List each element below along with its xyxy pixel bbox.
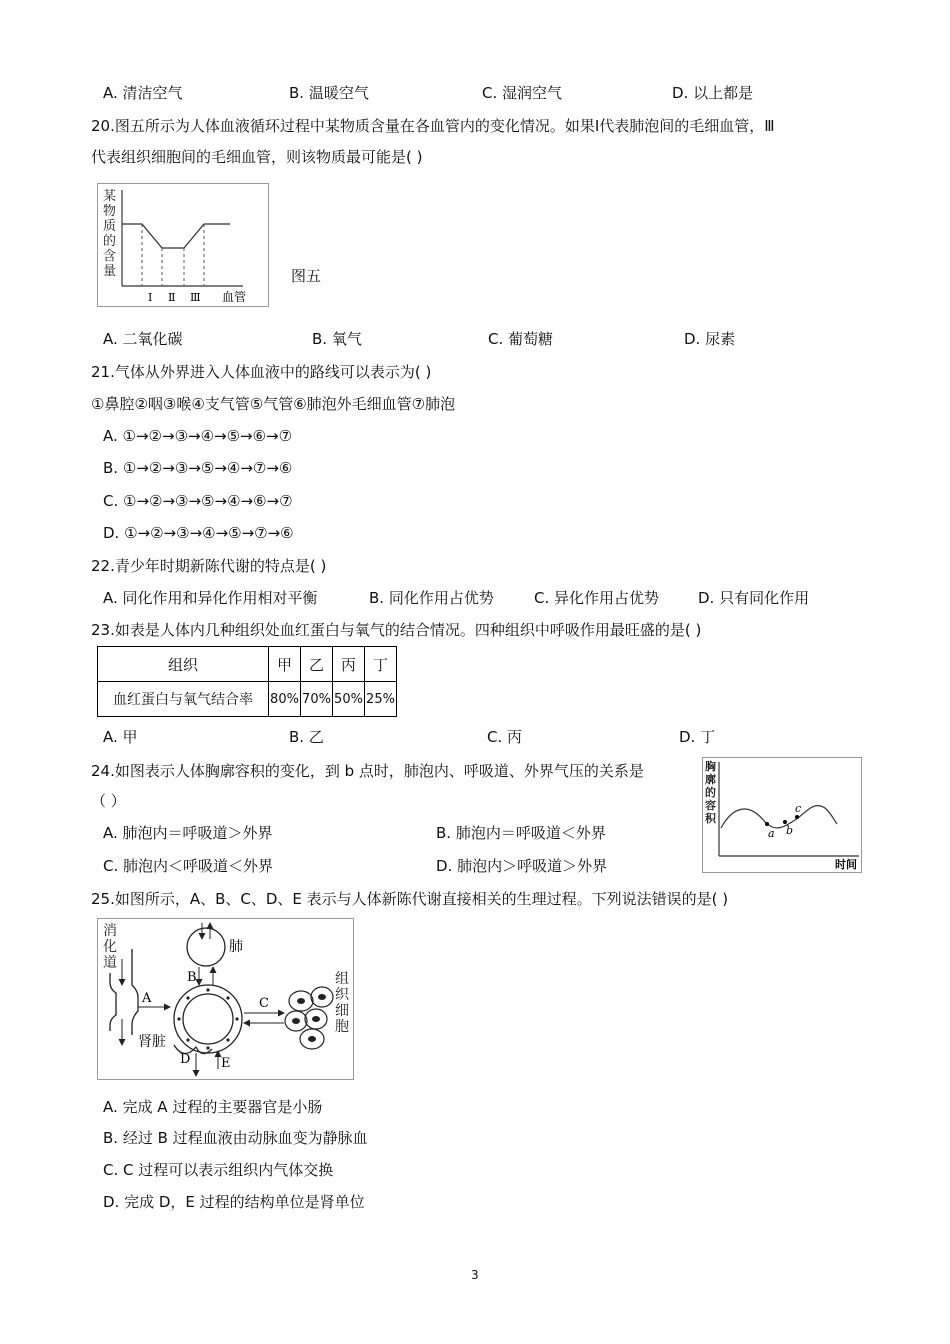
q23-option-b: B. 乙	[289, 728, 324, 746]
q25-letter-e: E	[221, 1056, 231, 1071]
q19-option-d: D. 以上都是	[672, 84, 754, 102]
q23-option-d: D. 丁	[679, 728, 716, 746]
q22-option-a: A. 同化作用和异化作用相对平衡	[103, 589, 318, 607]
q25-option-d: D. 完成 D，E 过程的结构单位是肾单位	[103, 1193, 365, 1211]
q23-header-tissue: 组织	[98, 647, 269, 682]
q19-option-a: A. 清洁空气	[103, 84, 183, 102]
q20-tick-2: Ⅱ	[168, 291, 176, 304]
q24-option-a: A. 肺泡内＝呼吸道＞外界	[103, 824, 273, 842]
q25-figure	[97, 918, 354, 1080]
q24-point-a	[765, 822, 769, 826]
q23-cell-jia: 80%	[269, 682, 301, 717]
q21-option-a: A. ①→②→③→④→⑤→⑥→⑦	[103, 427, 293, 445]
q23-table-row	[98, 682, 397, 717]
q24-option-c: C. 肺泡内＜呼吸道＜外界	[103, 857, 274, 875]
q23-cell-ding: 25%	[365, 682, 397, 717]
q21-option-c: C. ①→②→③→⑤→④→⑥→⑦	[103, 492, 293, 510]
q25-tissue-nuclei	[292, 994, 326, 1042]
q25-vessel-ring-outer	[174, 985, 242, 1053]
q24-xlabel: 时间	[835, 858, 857, 871]
q24-label-c: c	[795, 802, 802, 815]
q23-row-label: 血红蛋白与氧气结合率	[98, 682, 269, 717]
q25-letter-c: C	[259, 996, 269, 1011]
q25-option-b: B. 经过 B 过程血液由动脉血变为静脉血	[103, 1129, 368, 1147]
q19-option-c: C. 湿润空气	[482, 84, 563, 102]
page-number: 3	[471, 1268, 479, 1282]
q23-header-ding: 丁	[365, 647, 397, 682]
q24-label-a: a	[768, 827, 775, 840]
q23-table	[97, 646, 397, 717]
q25-option-c: C. C 过程可以表示组织内气体交换	[103, 1161, 334, 1179]
q23-option-c: C. 丙	[487, 728, 523, 746]
q20-stem-line2: 代表组织细胞间的毛细血管，则该物质最可能是( )	[91, 148, 423, 166]
q20-graph	[98, 184, 268, 306]
q25-letter-b: B	[187, 970, 197, 985]
q20-ylabel: 某物质 的含量	[103, 189, 117, 279]
q20-figure	[97, 183, 269, 307]
q25-letter-d: D	[180, 1052, 191, 1067]
q21-sequence: ①鼻腔②咽③喉④支气管⑤气管⑥肺泡外毛细血管⑦肺泡	[91, 395, 456, 413]
q24-option-b: B. 肺泡内＝呼吸道＜外界	[436, 824, 606, 842]
q22-option-d: D. 只有同化作用	[698, 589, 810, 607]
q23-header-yi: 乙	[301, 647, 333, 682]
q21-option-b: B. ①→②→③→⑤→④→⑦→⑥	[103, 459, 293, 477]
q23-header-bing: 丙	[333, 647, 365, 682]
q25-diagram	[98, 919, 353, 1079]
q25-lung	[187, 928, 225, 966]
q25-vessel-ring-inner	[183, 994, 233, 1044]
q20-stem-line1: 20.图五所示为人体血液循环过程中某物质含量在各血管内的变化情况。如果Ⅰ代表肺泡间的毛细血管，Ⅲ	[91, 117, 775, 135]
q24-stem-line2: （ ）	[91, 792, 126, 810]
q23-cell-yi: 70%	[301, 682, 333, 717]
q25-stem: 25.如图所示，A、B、C、D、E 表示与人体新陈代谢直接相关的生理过程。下列说法错误的是( )	[91, 890, 729, 908]
q24-point-c	[795, 815, 799, 819]
q25-letter-a: A	[142, 991, 152, 1006]
q25-digestive-tube-right	[132, 949, 138, 1035]
q21-option-d: D. ①→②→③→④→⑤→⑦→⑥	[103, 524, 294, 542]
q24-curve	[721, 806, 837, 828]
q24-label-b: b	[786, 824, 794, 837]
q22-option-b: B. 同化作用占优势	[369, 589, 494, 607]
q23-header-jia: 甲	[269, 647, 301, 682]
q22-option-c: C. 异化作用占优势	[534, 589, 660, 607]
q20-tick-1: Ⅰ	[148, 291, 153, 304]
q22-stem: 22.青少年时期新陈代谢的特点是( )	[91, 557, 327, 575]
q20-option-d: D. 尿素	[684, 330, 736, 348]
q23-option-a: A. 甲	[103, 728, 138, 746]
q24-graph	[703, 758, 861, 872]
q20-option-a: A. 二氧化碳	[103, 330, 183, 348]
q20-curve	[122, 224, 230, 248]
q25-digestive-tube-left	[110, 973, 116, 1031]
q20-option-c: C. 葡萄糖	[488, 330, 554, 348]
q23-cell-bing: 50%	[333, 682, 365, 717]
q25-digestive-label: 消化道	[103, 923, 117, 971]
q24-ylabel: 胸廓的 容积	[705, 760, 716, 825]
q24-stem-line1: 24.如图表示人体胸廓容积的变化，到 b 点时，肺泡内、呼吸道、外界气压的关系是	[91, 762, 644, 780]
q25-blood-cells	[177, 988, 238, 1049]
q20-caption: 图五	[291, 267, 322, 285]
q23-table-header	[98, 647, 397, 682]
q25-option-a: A. 完成 A 过程的主要器官是小肠	[103, 1098, 323, 1116]
q24-option-d: D. 肺泡内＞呼吸道＞外界	[436, 857, 608, 875]
q20-xlabel: 血管	[222, 290, 247, 304]
q20-option-b: B. 氧气	[312, 330, 362, 348]
q25-lung-label: 肺	[229, 939, 243, 955]
q19-option-b: B. 温暖空气	[289, 84, 369, 102]
q20-tick-3: Ⅲ	[190, 291, 201, 304]
q21-stem: 21.气体从外界进入人体血液中的路线可以表示为( )	[91, 363, 432, 381]
q25-tissue-label: 组织细胞	[335, 971, 349, 1035]
q25-kidney-label: 肾脏	[138, 1034, 166, 1050]
q24-figure	[702, 757, 862, 873]
q23-stem: 23.如表是人体内几种组织处血红蛋白与氧气的结合情况。四种组织中呼吸作用最旺盛的是( )	[91, 621, 702, 639]
